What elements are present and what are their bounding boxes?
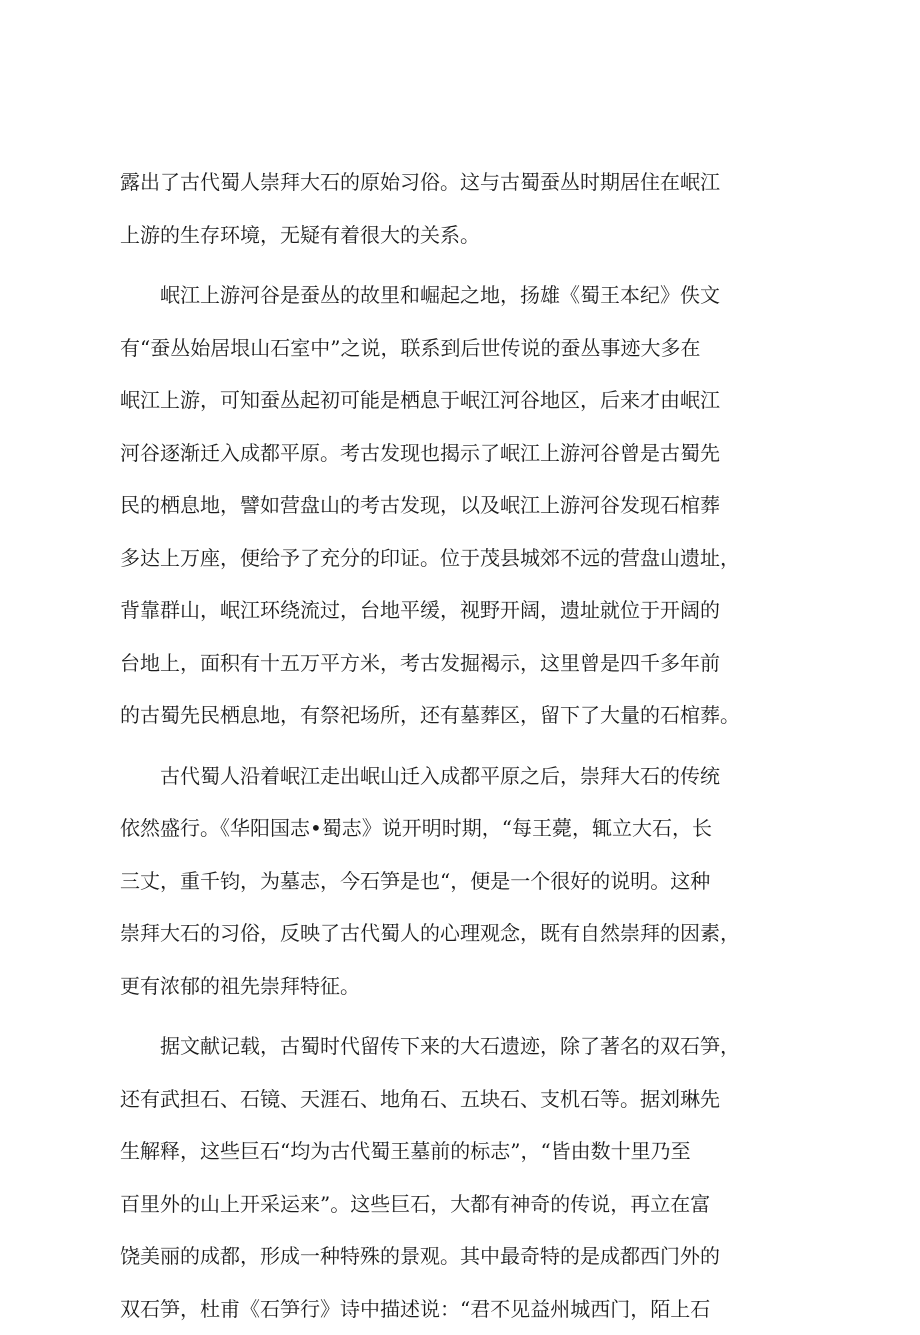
text-line: 露出了古代蜀人崇拜大石的原始习俗。这与古蜀蚕丛时期居住在岷江 (120, 156, 825, 209)
text-line: 双石笋，杜甫《石笋行》诗中描述说：“君不见益州城西门，陌上石 (120, 1283, 825, 1335)
text-line: 百里外的山上开采运来”。这些巨石，大都有神奇的传说，再立在富 (120, 1178, 825, 1231)
text-line: 多达上万座，便给予了充分的印证。位于茂县城郊不远的营盘山遗址， (120, 532, 825, 585)
paragraph-spacer (120, 742, 825, 750)
text-line: 上游的生存环境，无疑有着很大的关系。 (120, 209, 825, 262)
text-line: 岷江上游，可知蚕丛起初可能是栖息于岷江河谷地区，后来才由岷江 (120, 374, 825, 427)
text-line: 崇拜大石的习俗，反映了古代蜀人的心理观念，既有自然崇拜的因素， (120, 907, 825, 960)
paragraph-2 (120, 269, 825, 742)
text-line: 还有武担石、石镜、天涯石、地角石、五块石、支机石等。据刘琳先 (120, 1073, 825, 1126)
text-line: 民的栖息地，譬如营盘山的考古发现，以及岷江上游河谷发现石棺葬 (120, 479, 825, 532)
text-line: 台地上，面积有十五万平方米，考古发掘褐示，这里曾是四千多年前 (120, 637, 825, 690)
text-line: 河谷逐渐迁入成都平原。考古发现也揭示了岷江上游河谷曾是古蜀先 (120, 427, 825, 480)
text-line: 的古蜀先民栖息地，有祭祀场所，还有墓葬区，留下了大量的石棺葬。 (120, 689, 825, 742)
text-line: 生解释，这些巨石“均为古代蜀王墓前的标志”，“皆由数十里乃至 (120, 1125, 825, 1178)
document-body (120, 156, 825, 1335)
paragraph-4 (120, 1020, 825, 1335)
paragraph-3 (120, 750, 825, 1013)
text-line: 古代蜀人沿着岷江走出岷山迁入成都平原之后，崇拜大石的传统 (120, 750, 825, 803)
paragraph-spacer (120, 1012, 825, 1020)
text-line: 岷江上游河谷是蚕丛的故里和崛起之地，扬雄《蜀王本纪》佚文 (120, 269, 825, 322)
text-line: 饶美丽的成都，形成一种特殊的景观。其中最奇特的是成都西门外的 (120, 1230, 825, 1283)
text-line: 更有浓郁的祖先崇拜特征。 (120, 960, 825, 1013)
text-line: 三丈，重千钧，为墓志，今石笋是也“，便是一个很好的说明。这种 (120, 855, 825, 908)
text-line: 有“蚕丛始居垠山石室中”之说，联系到后世传说的蚕丛事迹大多在 (120, 322, 825, 375)
paragraph-spacer (120, 261, 825, 269)
text-line: 据文献记载，古蜀时代留传下来的大石遗迹，除了著名的双石笋， (120, 1020, 825, 1073)
text-line: 背靠群山，岷江环绕流过，台地平缓，视野开阔，遗址就位于开阔的 (120, 584, 825, 637)
text-line: 依然盛行。《华阳国志•蜀志》说开明时期，“每王薨，辄立大石，长 (120, 802, 825, 855)
paragraph-1 (120, 156, 825, 261)
